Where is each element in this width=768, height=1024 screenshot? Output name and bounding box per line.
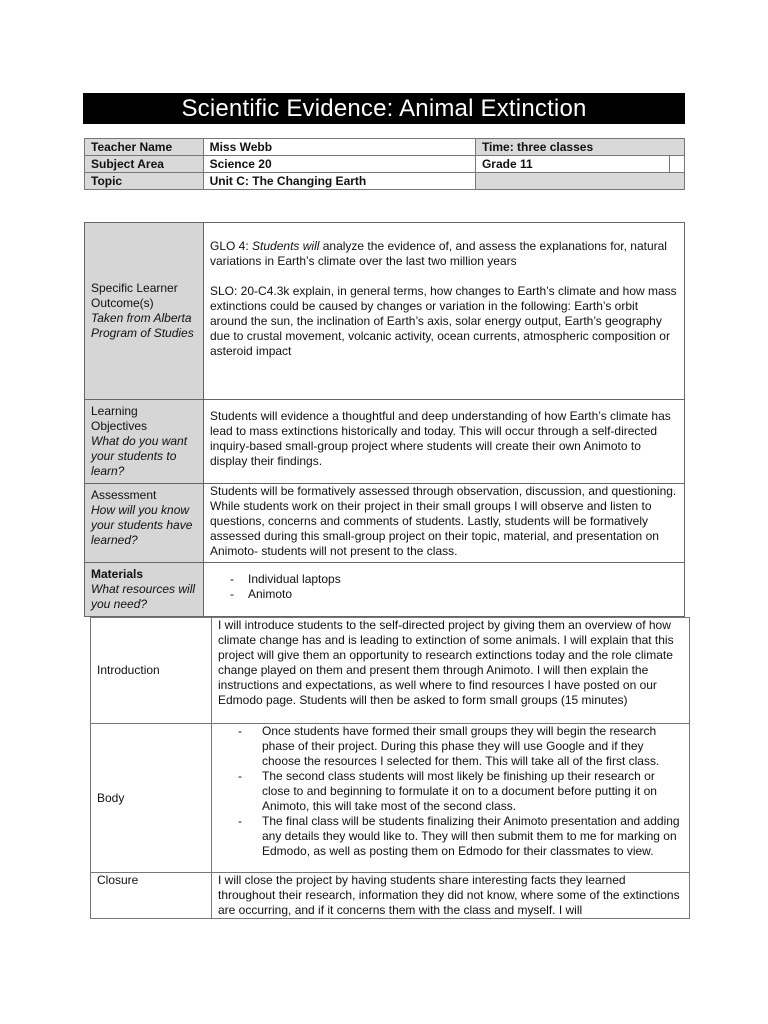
assessment-label: Assessment — [91, 488, 157, 502]
closure-label: Closure — [91, 873, 212, 919]
table-row — [91, 873, 690, 919]
teacher-name-value: Miss Webb — [203, 139, 475, 156]
objectives-label: Learning Objectives — [91, 404, 148, 433]
table-row — [85, 563, 685, 617]
grade-value: Grade 11 — [475, 156, 669, 173]
objectives-sublabel: What do you want your students to learn? — [91, 434, 188, 478]
list-item: - Individual laptops — [210, 572, 678, 587]
table-row — [85, 400, 685, 484]
subject-area-value: Science 20 — [203, 156, 475, 173]
table-row — [85, 173, 685, 190]
closure-text: I will close the project by having students share interesting facts they learned throughout their research, information they did not know, where some of the extinctions are occurring, and if it concerns them with the class and myself. I will — [212, 873, 690, 919]
glo-text: GLO 4: Students will analyze the evidence of, and assess the explanations for, natural variations in Earth’s climate over the last two million years — [210, 239, 667, 268]
lesson-info-table — [84, 138, 685, 190]
table-row — [91, 618, 690, 724]
empty-cell — [475, 173, 684, 190]
assessment-label-cell — [85, 484, 204, 563]
list-item: - The second class students will most likely be finishing up their research or close to and beginning to formulate it on to a document before putting it on Animoto, this will take most of the second class. — [218, 769, 683, 814]
materials-sublabel: What resources will you need? — [91, 582, 196, 611]
materials-cell — [204, 563, 685, 617]
table-row — [85, 223, 685, 400]
subject-area-label: Subject Area — [85, 156, 204, 173]
slo-text: SLO: 20-C4.3k explain, in general terms, how changes to Earth’s climate and how mass extinctions could be caused by changes or variation in the following: Earth’s orbit around the sun, the inclination of Earth’s axis, solar energy output, Earth’s geography due to crustal movement, volcanic activity, ocean currents, atmospheric composition or asteroid impact — [210, 284, 677, 358]
list-item: - Animoto — [210, 587, 678, 602]
table-row — [91, 724, 690, 873]
list-item: - The final class will be students finalizing their Animoto presentation and adding any details they would like to. They will then submit them to me for marking on Edmodo, as well as posting them on Edmodo for their classmates to view. — [218, 814, 683, 859]
introduction-label: Introduction — [91, 618, 212, 724]
lesson-plan-table — [90, 617, 690, 919]
teacher-name-label: Teacher Name — [85, 139, 204, 156]
materials-list — [210, 572, 678, 602]
outcomes-table — [84, 222, 685, 617]
table-row — [85, 156, 685, 173]
body-list — [218, 724, 683, 859]
objectives-label-cell — [85, 400, 204, 484]
document-title: Scientific Evidence: Animal Extinction — [83, 93, 685, 124]
topic-value: Unit C: The Changing Earth — [203, 173, 475, 190]
slo-label-cell — [85, 223, 204, 400]
table-row — [85, 139, 685, 156]
body-label: Body — [91, 724, 212, 873]
list-item: - Once students have formed their small groups they will begin the research phase of their project. During this phase they will use Google and if they choose the resources I selected for them. This will take all of the first class. — [218, 724, 683, 769]
slo-label: Specific Learner Outcome(s) — [91, 281, 178, 310]
assessment-text: Students will be formatively assessed through observation, discussion, and questioning. While students work on their project in their small groups I will observe and listen to questions, concerns and comments of students. Lastly, students will be formatively assessed during this small-group project on their topic, material, and presentation on Animoto- students will not present to the class. — [204, 484, 685, 563]
introduction-text: I will introduce students to the self-directed project by giving them an overview of how climate change has and is leading to extinction of some animals. I will explain that this project will give them an opportunity to research extinctions today and the role climate change played on them and present them through Animoto. I will then explain the instructions and expectations, as well where to find resources I have posted on our Edmodo page. Students will then be asked to form small groups (15 minutes) — [212, 618, 690, 724]
time-label: Time: three classes — [475, 139, 684, 156]
assessment-sublabel: How will you know your students have learned? — [91, 503, 193, 547]
slo-sublabel: Taken from Alberta Program of Studies — [91, 311, 194, 340]
materials-label-cell — [85, 563, 204, 617]
body-cell — [212, 724, 690, 873]
table-row — [85, 484, 685, 563]
materials-label: Materials — [91, 567, 144, 581]
slo-content-cell — [204, 223, 685, 400]
grade-spacer-cell — [669, 156, 684, 173]
objectives-text: Students will evidence a thoughtful and deep understanding of how Earth’s climate has lead to mass extinctions historically and today. This will occur through a self-directed inquiry-based small-group project where students will create their own Animoto to display their findings. — [204, 400, 685, 484]
topic-label: Topic — [85, 173, 204, 190]
